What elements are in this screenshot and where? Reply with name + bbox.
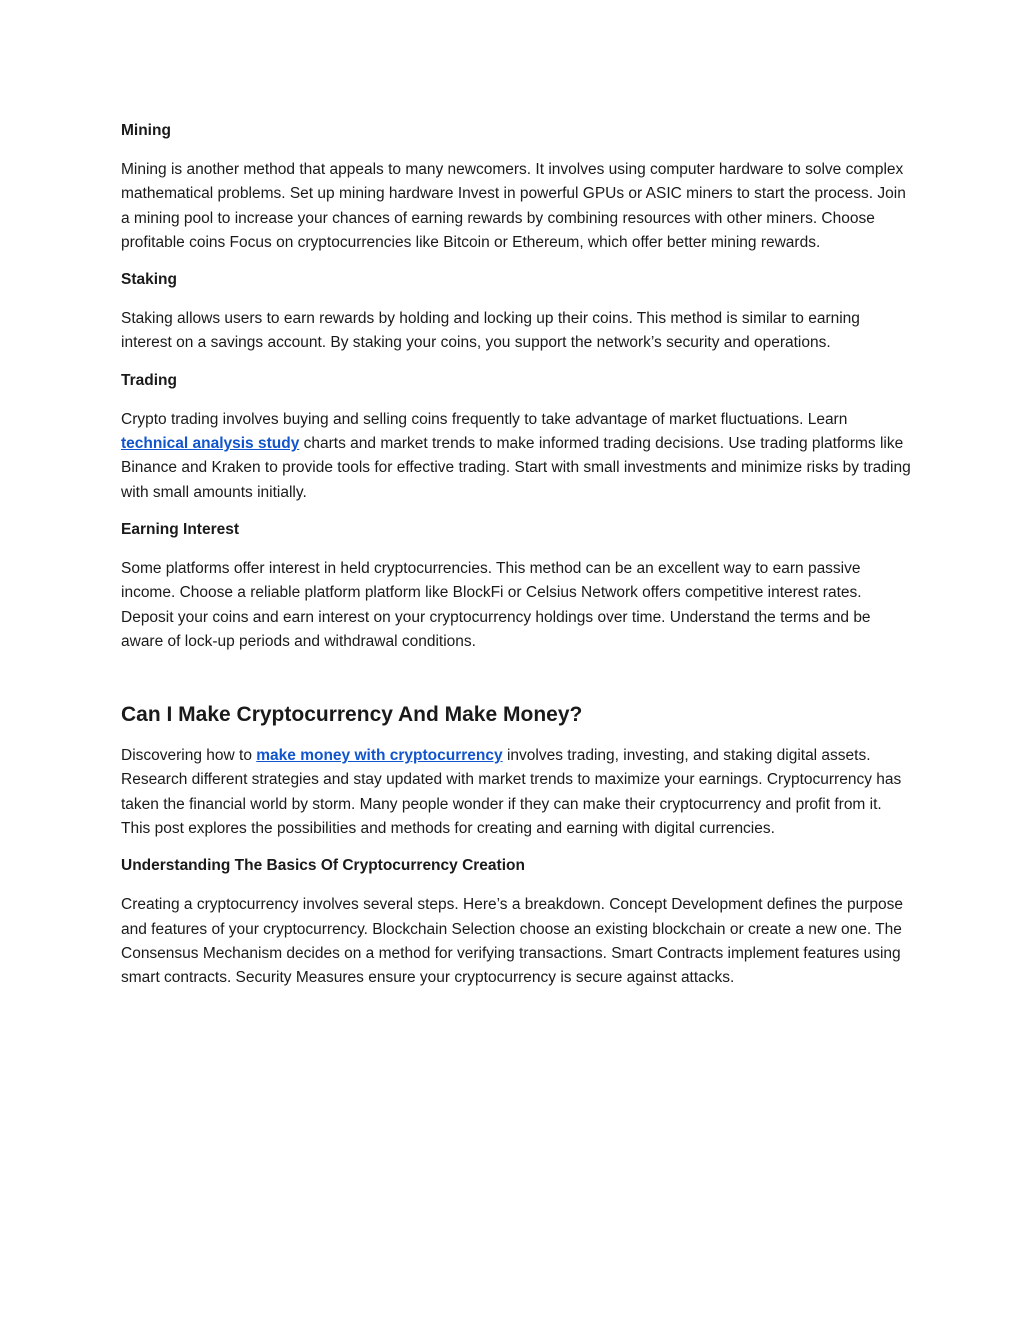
intro-text-after: involves trading, investing, and staking digital assets. Research different strategies and stay updated with market trends to maximize your earnings. Cryptocurrency has taken the financial world by storm. Many people wonder if they can make their cryptocurrency and profit from it. This post explores the possibilities and methods for creating and earning with digital currencies. (121, 747, 902, 838)
trading-text-before: Crypto trading involves buying and selling coins frequently to take advantage of market fluctuations. Learn (121, 410, 848, 428)
basics-paragraph: Creating a cryptocurrency involves several steps. Here’s a breakdown. Concept Development defines the purpose and features of your cryptocurrency. Blockchain Selection choose an existing blockchain or create a new one. The Consensus Mechanism decides on a method for verifying transactions. Smart Contracts implement features using smart contracts. Security Measures ensure your cryptocurrency is secure against attacks. (121, 896, 904, 987)
intro-text-before: Discovering how to (121, 747, 257, 765)
make-money-link[interactable]: make money with cryptocurrency (256, 747, 503, 765)
basics-heading: Understanding The Basics Of Cryptocurrency Creation (121, 857, 525, 875)
intro-paragraph (121, 744, 911, 841)
staking-heading: Staking (121, 271, 177, 289)
mining-paragraph: Mining is another method that appeals to many newcomers. It involves using computer hardware to solve complex mathematical problems. Set up mining hardware Invest in powerful GPUs or ASIC miners to start the process. Join a mining pool to increase your chances of earning rewards by combining resources with other miners. Choose profitable coins Focus on cryptocurrencies like Bitcoin or Ethereum, which offer better mining rewards. (121, 161, 906, 251)
trading-paragraph (121, 408, 911, 505)
trading-heading: Trading (121, 371, 177, 389)
mining-heading: Mining (121, 122, 171, 139)
earning-interest-paragraph: Some platforms offer interest in held cryptocurrencies. This method can be an excellent way to earn passive income. Choose a reliable platform platform like BlockFi or Celsius Network offers competitive interest rates. Deposit your coins and earn interest on your cryptocurrency holdings over time. Understand the terms and be aware of lock-up periods and withdrawal conditions. (121, 559, 871, 650)
main-heading: Can I Make Cryptocurrency And Make Money? (121, 703, 583, 727)
document-page (121, 119, 911, 1004)
staking-paragraph: Staking allows users to earn rewards by holding and locking up their coins. This method is similar to earning interest on a savings account. By staking your coins, you support the network’s security and operations. (121, 310, 860, 352)
trading-text-after: charts and market trends to make informed trading decisions. Use trading platforms like Binance and Kraken to provide tools for effective trading. Start with small investments and minimize risks by trading with small amounts initially. (121, 435, 911, 501)
earning-interest-heading: Earning Interest (121, 520, 239, 538)
technical-analysis-link[interactable]: technical analysis study (121, 435, 300, 453)
